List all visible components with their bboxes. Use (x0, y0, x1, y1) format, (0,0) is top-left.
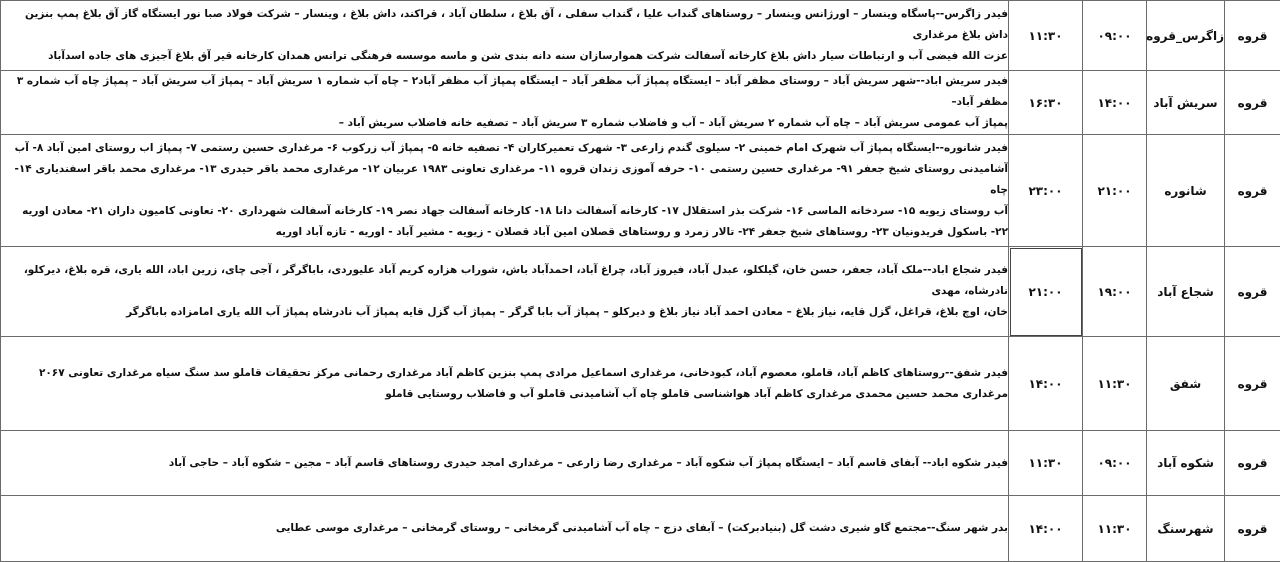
city-cell: قروه (1225, 337, 1280, 431)
affected-areas-cell (1, 496, 1009, 562)
table-row (1, 247, 1280, 337)
table-row (1, 431, 1280, 496)
table-row (1, 496, 1280, 562)
affected-areas-line: پمپاژ آب عمومی سریش آباد – چاه آب شماره ۲ سریش آباد – آب و فاضلاب شماره ۳ سریش آباد – تصفیه خانه فاضلاب سریش آباد – (1, 113, 1008, 134)
feeder-name-cell: شجاع آباد (1147, 247, 1225, 337)
city-cell: قروه (1225, 431, 1280, 496)
table-row (1, 1, 1280, 71)
end-time-cell: ۱۱:۳۰ (1009, 431, 1083, 496)
affected-areas-line: فیدر سریش اباد--شهر سریش آباد – روستای مظفر آباد – ایستگاه پمپاژ آب مظفر آباد – ایستگاه پمپاژ آب مظفر آباد۲ – چاه آب شماره ۱ سریش آباد – پمپاژ آب سریش آباد – پمپاژ چاه آب شماره ۳ مظفر آباد– (1, 71, 1008, 113)
start-time-cell: ۱۹:۰۰ (1083, 247, 1147, 337)
affected-areas-cell (1, 135, 1009, 247)
affected-areas-cell (1, 1, 1009, 71)
affected-areas-line: آشامیدنی روستای شیخ جعفر ۹۱- مرغداری حسین رستمی ۱۰- حرفه آموزی زندان قروه ۱۱- مرغداری تعاونی ۱۹۸۳ عربیان ۱۲- مرغداری محمد باقر حیدری ۱۳- مرغداری محمد باقر اسفندیاری ۱۴- چاه (1, 159, 1008, 201)
city-cell: قروه (1225, 1, 1280, 71)
affected-areas-line: بدر شهر سنگ--مجتمع گاو شیری دشت گل (بنیادبرکت) – آبفای دزج – چاه آب آشامیدنی گرمخانی – روستای گرمخانی – مرغداری موسی عطایی (1, 518, 1008, 539)
end-time-cell: ۱۴:۰۰ (1009, 337, 1083, 431)
affected-areas-line: عزت الله فیضی آب و ارتباطات سیار داش بلاغ کارخانه آسفالت شرکت هموارسازان سنه دانه بندی شن و ماسه موسسه فرهنگی ترانس همدان کارخانه قیر آق بلاغ آجیزی های جاده اسدآباد (1, 46, 1008, 67)
start-time-cell: ۲۱:۰۰ (1083, 135, 1147, 247)
affected-areas-line: فیدر زاگرس--پاسگاه وینسار – اورژانس وینسار – روستاهای گنداب علیا ، گنداب سفلی ، آق بلاغ ، سلطان آباد ، قراکند، داش بلاغ ، وینسار – شرکت فولاد صبا نور ایستگاه گاز آق بلاغ پمپ بنزین داش بلاغ مرغداری (1, 4, 1008, 46)
affected-areas-line: فیدر شکوه اباد-- آبفای قاسم آباد – ایستگاه پمپاژ آب شکوه آباد – مرغداری رضا زارعی – مرغداری امجد حیدری روستاهای قاسم آباد – مجین – شکوه آباد – حاجی آباد (1, 453, 1008, 474)
start-time-cell: ۰۹:۰۰ (1083, 431, 1147, 496)
affected-areas-line: آب روستای زیویه ۱۵- سردخانه الماسی ۱۶- شرکت بذر استقلال ۱۷- کارخانه آسفالت دانا ۱۸- کارخانه آسفالت جهاد نصر ۱۹- کارخانه آسفالت شهرداری ۲۰- تعاونی کامیون داران ۲۱- معادن اوریه (1, 201, 1008, 222)
affected-areas-cell (1, 431, 1009, 496)
affected-areas-line: فیدر شفق--روستاهای کاظم آباد، قاملو، معصوم آباد، کبودخانی، مرغداری اسماعیل مرادی پمپ بنزین کاظم آباد مرغداری رحمانی مرکز تحقیقات قاملو سد سنگ سیاه مرغداری تعاونی ۲۰۶۷ (1, 363, 1008, 384)
city-cell: قروه (1225, 71, 1280, 135)
affected-areas-line: فیدر شجاع اباد--ملک آباد، جعفر، حسن خان، گیلکلو، عبدل آباد، فیروز آباد، چراغ آباد، احمدآباد باش، شوراب هزاره کریم آباد علیوردی، باباگرگر ، آجی چای، زرین اباد، الله یاری، قره بلاغ، دیرکلو، نادرشاه، مهدی (1, 260, 1008, 302)
table-row (1, 71, 1280, 135)
affected-areas-cell (1, 247, 1009, 337)
table-row (1, 135, 1280, 247)
feeder-name-cell: شفق (1147, 337, 1225, 431)
table-row (1, 337, 1280, 431)
end-time-cell: ۲۳:۰۰ (1009, 135, 1083, 247)
feeder-name-cell: شانوره (1147, 135, 1225, 247)
feeder-name-cell: شکوه آباد (1147, 431, 1225, 496)
start-time-cell: ۰۹:۰۰ (1083, 1, 1147, 71)
affected-areas-line: خان، اوچ بلاغ، قراغل، گزل قایه، نیاز بلاغ – معادن احمد آباد نیاز بلاغ و دیرکلو – پمپاژ آب بابا گرگر – پمپاژ آب گزل قایه پمپاژ آب نادرشاه پمپاژ آب الله یاری امامزاده باباگرگر (1, 302, 1008, 323)
feeder-name-cell: زاگرس_قروه (1147, 1, 1225, 71)
affected-areas-line: فیدر شانوره--ایستگاه پمپاژ آب شهرک امام خمینی ۲- سیلوی گندم زارعی ۳- شهرک تعمیرکاران ۴- تصفیه خانه ۵- پمپاژ آب زرکوب ۶- مرغداری حسین رستمی ۷- پمپاژ اب روستای امین آباد ۸- آب (1, 138, 1008, 159)
city-cell: قروه (1225, 247, 1280, 337)
start-time-cell: ۱۴:۰۰ (1083, 71, 1147, 135)
feeder-name-cell: سریش آباد (1147, 71, 1225, 135)
end-time-cell: ۲۱:۰۰ (1009, 247, 1083, 337)
start-time-cell: ۱۱:۳۰ (1083, 337, 1147, 431)
affected-areas-line: مرغداری محمد حسین محمدی مرغداری کاظم آباد هواشناسی قاملو چاه آب آشامیدنی قاملو آب و فاضلاب روستایی قاملو (1, 384, 1008, 405)
affected-areas-cell (1, 337, 1009, 431)
start-time-cell: ۱۱:۳۰ (1083, 496, 1147, 562)
end-time-cell: ۱۶:۳۰ (1009, 71, 1083, 135)
feeder-name-cell: شهرسنگ (1147, 496, 1225, 562)
city-cell: قروه (1225, 135, 1280, 247)
affected-areas-line: ۲۲- باسکول فریدونیان ۲۳- روستاهای شیخ جعفر ۲۴- تالار زمرد و روستاهای قصلان امین آباد قصلان - زیویه - مشیر آباد - اوریه - تازه آباد اوریه (1, 222, 1008, 243)
affected-areas-cell (1, 71, 1009, 135)
end-time-cell: ۱۱:۳۰ (1009, 1, 1083, 71)
city-cell: قروه (1225, 496, 1280, 562)
end-time-cell: ۱۴:۰۰ (1009, 496, 1083, 562)
